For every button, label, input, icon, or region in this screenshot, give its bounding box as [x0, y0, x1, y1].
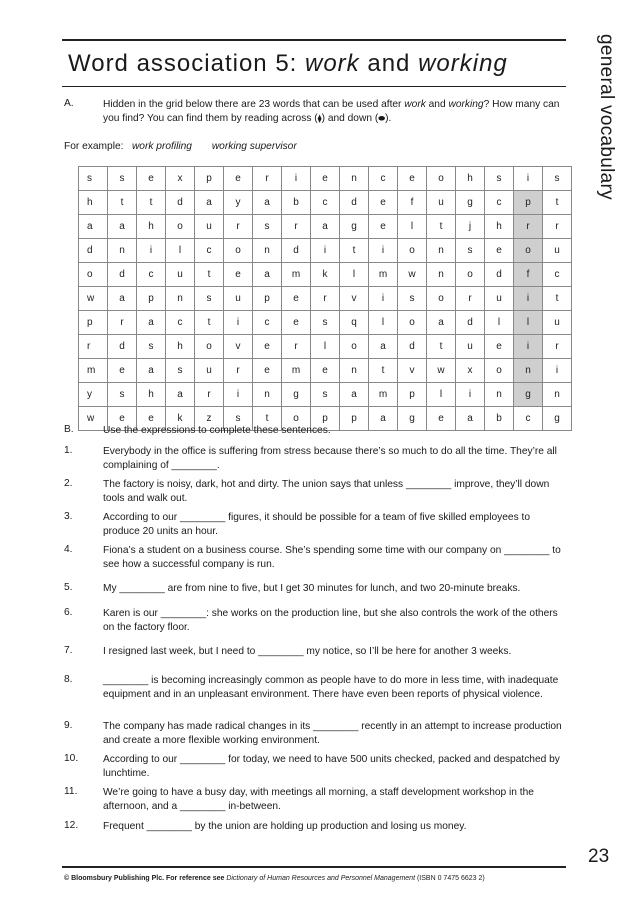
grid-cell: h: [79, 191, 108, 215]
grid-cell: e: [427, 407, 456, 431]
grid-cell: i: [224, 383, 253, 407]
grid-cell: d: [166, 191, 195, 215]
grid-cell: l: [514, 311, 543, 335]
grid-cell: o: [427, 167, 456, 191]
question-text: Everybody in the office is suffering from stress because there’s so much to do all the time. They’re all complaining of ________.: [103, 446, 557, 471]
grid-cell: k: [166, 407, 195, 431]
grid-cell: i: [137, 239, 166, 263]
title-working: working: [418, 50, 508, 77]
title-work: work: [305, 50, 360, 77]
grid-cell: w: [79, 407, 108, 431]
grid-cell: o: [427, 287, 456, 311]
question-text: According to our ________ for today, we need to have 500 units checked, packed and despatched by lunchtime.: [103, 754, 560, 779]
grid-cell: r: [108, 311, 137, 335]
grid-cell: h: [137, 383, 166, 407]
grid-cell: h: [456, 167, 485, 191]
grid-cell: d: [108, 263, 137, 287]
question-number: 8.: [64, 674, 73, 685]
grid-cell: o: [195, 335, 224, 359]
grid-cell: u: [543, 239, 572, 263]
question-number: 4.: [64, 544, 73, 555]
grid-cell: m: [282, 359, 311, 383]
grid-cell: g: [456, 191, 485, 215]
grid-cell: e: [253, 359, 282, 383]
grid-cell: n: [427, 263, 456, 287]
grid-cell: a: [253, 263, 282, 287]
grid-cell: i: [456, 383, 485, 407]
grid-cell: a: [456, 407, 485, 431]
title-and: and: [359, 50, 419, 77]
grid-cell: r: [79, 335, 108, 359]
grid-cell: u: [456, 335, 485, 359]
grid-cell: e: [485, 335, 514, 359]
question-number: 2.: [64, 478, 73, 489]
grid-cell: p: [340, 407, 369, 431]
grid-cell: m: [369, 383, 398, 407]
grid-cell: a: [137, 311, 166, 335]
grid-row: [79, 359, 572, 383]
question-number: 1.: [64, 445, 73, 456]
bottom-rule: [62, 866, 566, 868]
grid-cell: t: [427, 335, 456, 359]
question-number: 7.: [64, 645, 73, 656]
grid-cell: u: [427, 191, 456, 215]
section-a-text-1: Hidden in the grid below there are 23 words that can be used after: [103, 99, 405, 110]
section-a-instructions: [103, 98, 563, 126]
grid-cell: w: [427, 359, 456, 383]
grid-cell: d: [79, 239, 108, 263]
example-line: [64, 141, 297, 152]
grid-cell: h: [166, 335, 195, 359]
title-underline: [62, 86, 566, 87]
grid-cell: u: [166, 263, 195, 287]
grid-cell: w: [398, 263, 427, 287]
example-word-2: working supervisor: [211, 141, 297, 152]
grid-cell: c: [195, 239, 224, 263]
grid-cell: e: [398, 167, 427, 191]
grid-cell: i: [514, 287, 543, 311]
grid-cell: a: [166, 383, 195, 407]
grid-cell: n: [166, 287, 195, 311]
grid-cell: a: [427, 311, 456, 335]
grid-cell: g: [543, 407, 572, 431]
grid-cell: t: [543, 287, 572, 311]
grid-cell: t: [340, 239, 369, 263]
grid-cell: b: [282, 191, 311, 215]
grid-cell: p: [253, 287, 282, 311]
grid-cell: l: [369, 311, 398, 335]
grid-cell: t: [427, 215, 456, 239]
grid-cell: e: [137, 407, 166, 431]
grid-cell: s: [543, 167, 572, 191]
grid-cell: s: [166, 359, 195, 383]
grid-cell: r: [543, 335, 572, 359]
grid-cell: a: [108, 215, 137, 239]
grid-cell: e: [311, 359, 340, 383]
footer-publisher: © Bloomsbury Publishing Plc. For reference see: [64, 875, 227, 882]
question-number: 9.: [64, 720, 73, 731]
across-arrow-icon: ⧫: [317, 114, 322, 123]
section-a-label: A.: [64, 98, 74, 109]
grid-cell: l: [398, 215, 427, 239]
grid-cell: p: [137, 287, 166, 311]
grid-cell: s: [485, 167, 514, 191]
grid-cell: r: [543, 215, 572, 239]
grid-cell: e: [282, 287, 311, 311]
grid-cell: d: [340, 191, 369, 215]
grid-cell: c: [311, 191, 340, 215]
grid-cell: e: [311, 167, 340, 191]
grid-cell: s: [79, 167, 108, 191]
grid-cell: j: [456, 215, 485, 239]
grid-cell: q: [340, 311, 369, 335]
grid-cell: g: [398, 407, 427, 431]
grid-cell: l: [340, 263, 369, 287]
grid-cell: e: [369, 215, 398, 239]
section-a-working: working: [448, 99, 484, 110]
grid-cell: o: [166, 215, 195, 239]
footer-book-title: Dictionary of Human Resources and Personnel Management: [226, 875, 416, 882]
grid-cell: a: [195, 191, 224, 215]
grid-cell: g: [340, 215, 369, 239]
grid-cell: u: [195, 215, 224, 239]
grid-row: [79, 263, 572, 287]
grid-row: [79, 287, 572, 311]
grid-cell: n: [253, 383, 282, 407]
grid-cell: r: [224, 215, 253, 239]
grid-cell: o: [224, 239, 253, 263]
side-label-text: general vocabulary: [596, 34, 617, 200]
grid-cell: r: [224, 359, 253, 383]
grid-cell: v: [224, 335, 253, 359]
grid-cell: i: [369, 239, 398, 263]
grid-cell: s: [108, 383, 137, 407]
grid-cell: s: [137, 335, 166, 359]
grid-cell: i: [514, 167, 543, 191]
grid-cell: n: [253, 239, 282, 263]
grid-cell: i: [369, 287, 398, 311]
grid-cell: o: [514, 239, 543, 263]
section-a-text-3: ) and down (: [321, 113, 379, 124]
question-text: We’re going to have a busy day, with meetings all morning, a staff development workshop in the afternoon, and a ________ in-between.: [103, 787, 534, 812]
grid-cell: a: [311, 215, 340, 239]
grid-cell: o: [485, 359, 514, 383]
grid-cell: d: [398, 335, 427, 359]
grid-cell: a: [253, 191, 282, 215]
question-number: 12.: [64, 820, 79, 831]
grid-cell: r: [456, 287, 485, 311]
question-text: According to our ________ figures, it should be possible for a team of five skilled employees to produce 20 units an hour.: [103, 512, 530, 537]
grid-cell: s: [311, 311, 340, 335]
grid-cell: y: [224, 191, 253, 215]
grid-cell: i: [514, 335, 543, 359]
grid-cell: h: [137, 215, 166, 239]
grid-cell: e: [137, 167, 166, 191]
grid-cell: i: [311, 239, 340, 263]
grid-row: [79, 311, 572, 335]
grid-cell: e: [224, 263, 253, 287]
grid-cell: y: [79, 383, 108, 407]
grid-cell: u: [224, 287, 253, 311]
grid-cell: o: [456, 263, 485, 287]
grid-cell: e: [369, 191, 398, 215]
page-number: 23: [588, 846, 610, 867]
title-prefix: Word association 5:: [68, 50, 305, 77]
grid-cell: o: [398, 239, 427, 263]
grid-cell: n: [340, 359, 369, 383]
section-a-work: work: [404, 99, 426, 110]
grid-cell: r: [195, 383, 224, 407]
grid-cell: d: [282, 239, 311, 263]
section-a-text-4: ).: [385, 113, 392, 124]
grid-cell: n: [514, 359, 543, 383]
grid-cell: c: [485, 191, 514, 215]
grid-cell: z: [195, 407, 224, 431]
grid-cell: e: [108, 407, 137, 431]
grid-cell: a: [137, 359, 166, 383]
grid-cell: r: [282, 215, 311, 239]
grid-cell: s: [398, 287, 427, 311]
grid-cell: w: [79, 287, 108, 311]
question-text: I resigned last week, but I need to ________ my notice, so I’ll be here for another 3 weeks.: [103, 646, 512, 657]
grid-cell: e: [485, 239, 514, 263]
grid-cell: u: [485, 287, 514, 311]
grid-cell: l: [166, 239, 195, 263]
question-number: 3.: [64, 511, 73, 522]
grid-cell: p: [398, 383, 427, 407]
grid-cell: g: [514, 383, 543, 407]
grid-cell: e: [224, 167, 253, 191]
grid-cell: o: [398, 311, 427, 335]
grid-cell: t: [137, 191, 166, 215]
grid-cell: a: [79, 215, 108, 239]
question-number: 10.: [64, 753, 79, 764]
example-label: For example:: [64, 141, 124, 152]
question-text: Frequent ________ by the union are holding up production and losing us money.: [103, 821, 467, 832]
example-word-1: work profiling: [131, 141, 192, 152]
question-text: Karen is our ________: she works on the production line, but she also controls the work of the others on the factory floor.: [103, 608, 558, 633]
grid-cell: p: [311, 407, 340, 431]
grid-cell: i: [543, 359, 572, 383]
grid-cell: s: [311, 383, 340, 407]
grid-cell: d: [108, 335, 137, 359]
grid-cell: r: [253, 167, 282, 191]
grid-cell: i: [224, 311, 253, 335]
grid-cell: v: [398, 359, 427, 383]
grid-cell: p: [514, 191, 543, 215]
grid-row: [79, 191, 572, 215]
grid-cell: e: [282, 311, 311, 335]
grid-cell: p: [195, 167, 224, 191]
top-rule: [62, 39, 566, 41]
page-title: [68, 50, 508, 78]
question-number: 11.: [64, 786, 78, 797]
grid-cell: d: [456, 311, 485, 335]
grid-cell: n: [543, 383, 572, 407]
grid-cell: e: [108, 359, 137, 383]
grid-cell: r: [282, 335, 311, 359]
grid-cell: c: [369, 167, 398, 191]
grid-row: [79, 167, 572, 191]
grid-cell: c: [137, 263, 166, 287]
grid-cell: i: [282, 167, 311, 191]
grid-cell: d: [485, 263, 514, 287]
grid-cell: n: [108, 239, 137, 263]
grid-cell: c: [543, 263, 572, 287]
question-text: The company has made radical changes in its ________ recently in an attempt to increase production and create a more flexible working environment.: [103, 721, 562, 746]
grid-cell: t: [543, 191, 572, 215]
grid-cell: l: [427, 383, 456, 407]
grid-cell: t: [369, 359, 398, 383]
grid-cell: m: [79, 359, 108, 383]
question-text: The factory is noisy, dark, hot and dirty. The union says that unless ________ improve, they’ll down tools and walk out.: [103, 479, 550, 504]
grid-cell: o: [79, 263, 108, 287]
grid-row: [79, 383, 572, 407]
question-number: 6.: [64, 607, 73, 618]
grid-cell: c: [166, 311, 195, 335]
section-b-instructions: Use the expressions to complete these sentences.: [103, 425, 331, 436]
grid-cell: s: [108, 167, 137, 191]
grid-cell: s: [456, 239, 485, 263]
section-a-text-2: ? How many can you find? You can find them by reading across (: [103, 99, 560, 124]
section-b-label: B.: [64, 424, 74, 435]
grid-cell: a: [369, 407, 398, 431]
grid-cell: s: [253, 215, 282, 239]
grid-cell: c: [514, 407, 543, 431]
grid-row: [79, 335, 572, 359]
section-a-and: and: [425, 99, 449, 110]
grid-cell: a: [340, 383, 369, 407]
grid-cell: m: [369, 263, 398, 287]
grid-cell: a: [369, 335, 398, 359]
grid-cell: g: [282, 383, 311, 407]
grid-cell: u: [195, 359, 224, 383]
grid-cell: n: [340, 167, 369, 191]
grid-cell: o: [282, 407, 311, 431]
footer-isbn: (ISBN 0 7475 6623 2): [415, 875, 485, 882]
side-label: [586, 34, 626, 214]
grid-cell: f: [514, 263, 543, 287]
grid-cell: t: [195, 311, 224, 335]
grid-cell: r: [514, 215, 543, 239]
grid-cell: r: [311, 287, 340, 311]
grid-cell: x: [166, 167, 195, 191]
grid-cell: p: [79, 311, 108, 335]
grid-cell: f: [398, 191, 427, 215]
grid-cell: a: [108, 287, 137, 311]
grid-cell: t: [253, 407, 282, 431]
grid-cell: v: [340, 287, 369, 311]
grid-row: [79, 215, 572, 239]
grid-cell: b: [485, 407, 514, 431]
grid-cell: c: [253, 311, 282, 335]
grid-cell: n: [427, 239, 456, 263]
grid-cell: h: [485, 215, 514, 239]
grid-cell: x: [456, 359, 485, 383]
footer-credit: [64, 875, 485, 882]
grid-cell: n: [485, 383, 514, 407]
grid-cell: s: [224, 407, 253, 431]
grid-cell: o: [340, 335, 369, 359]
grid-cell: m: [282, 263, 311, 287]
grid-cell: t: [195, 263, 224, 287]
question-text: My ________ are from nine to five, but I get 30 minutes for lunch, and two 20-minute breaks.: [103, 583, 521, 594]
grid-cell: e: [253, 335, 282, 359]
grid-cell: k: [311, 263, 340, 287]
question-text: ________ is becoming increasingly common as people have to do more in less time, with inadequate equipment and in an unpleasant environment. There have even been reports of physical violence.: [103, 675, 559, 700]
grid-cell: l: [311, 335, 340, 359]
word-search-grid: [78, 166, 572, 431]
down-arrow-icon: ⬬: [378, 114, 386, 123]
grid-cell: u: [543, 311, 572, 335]
question-text: Fiona’s a student on a business course. She’s spending some time with our company on ________ to see how a successful company is run.: [103, 545, 561, 570]
grid-row: [79, 239, 572, 263]
grid-cell: l: [485, 311, 514, 335]
question-number: 5.: [64, 582, 73, 593]
grid-cell: t: [108, 191, 137, 215]
grid-cell: s: [195, 287, 224, 311]
